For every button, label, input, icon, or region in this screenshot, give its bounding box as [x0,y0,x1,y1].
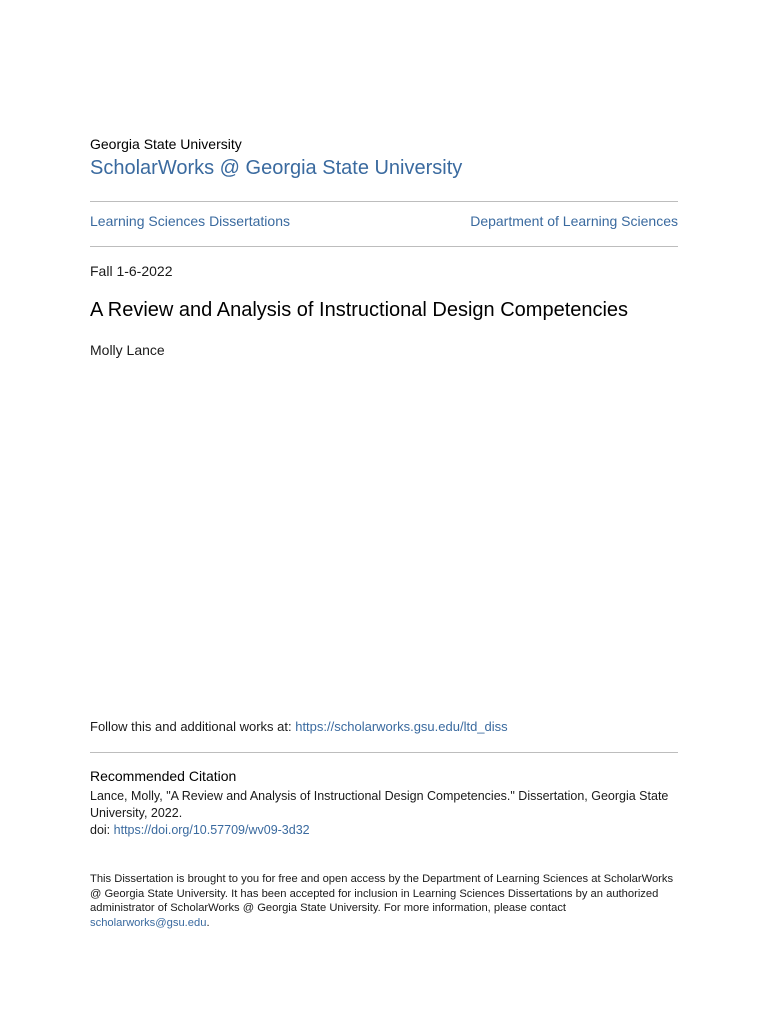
publication-date: Fall 1-6-2022 [90,263,173,279]
collection-link[interactable]: Learning Sciences Dissertations [90,213,290,229]
department-link[interactable]: Department of Learning Sciences [470,213,678,229]
doi-label: doi: [90,823,114,837]
contact-email-link[interactable]: scholarworks@gsu.edu [90,917,207,930]
top-divider [90,201,678,202]
institution-name: Georgia State University [90,136,242,152]
document-author: Molly Lance [90,342,165,358]
access-notice [90,872,678,931]
citation-text: Lance, Molly, "A Review and Analysis of Instructional Design Competencies." Dissertation, Georgia State University, 2022. [90,789,669,820]
document-title: A Review and Analysis of Instructional Design Competencies [90,299,629,321]
notice-end: . [206,917,210,930]
follow-text: Follow this and additional works at: [90,719,296,734]
doi-line [90,823,310,837]
nav-divider [90,246,678,247]
notice-text: This Dissertation is brought to you for free and open access by the Department of Learning Sciences at ScholarWorks @ Georgia State University. It has been accepted for inclusion in Learning Sciences Dissertations by an authorized administrator of ScholarWorks @ Georgia State University. For more information, please contact [90,873,674,915]
doi-link[interactable]: https://doi.org/10.57709/wv09-3d32 [113,823,310,837]
citation-divider [90,752,678,753]
recommended-citation-heading: Recommended Citation [90,768,237,784]
collection-nav [90,213,678,229]
cover-page [90,0,678,1024]
repository-link[interactable]: ScholarWorks @ Georgia State University [90,157,463,179]
follow-line [90,719,508,734]
follow-url-link[interactable]: https://scholarworks.gsu.edu/ltd_diss [295,719,508,734]
